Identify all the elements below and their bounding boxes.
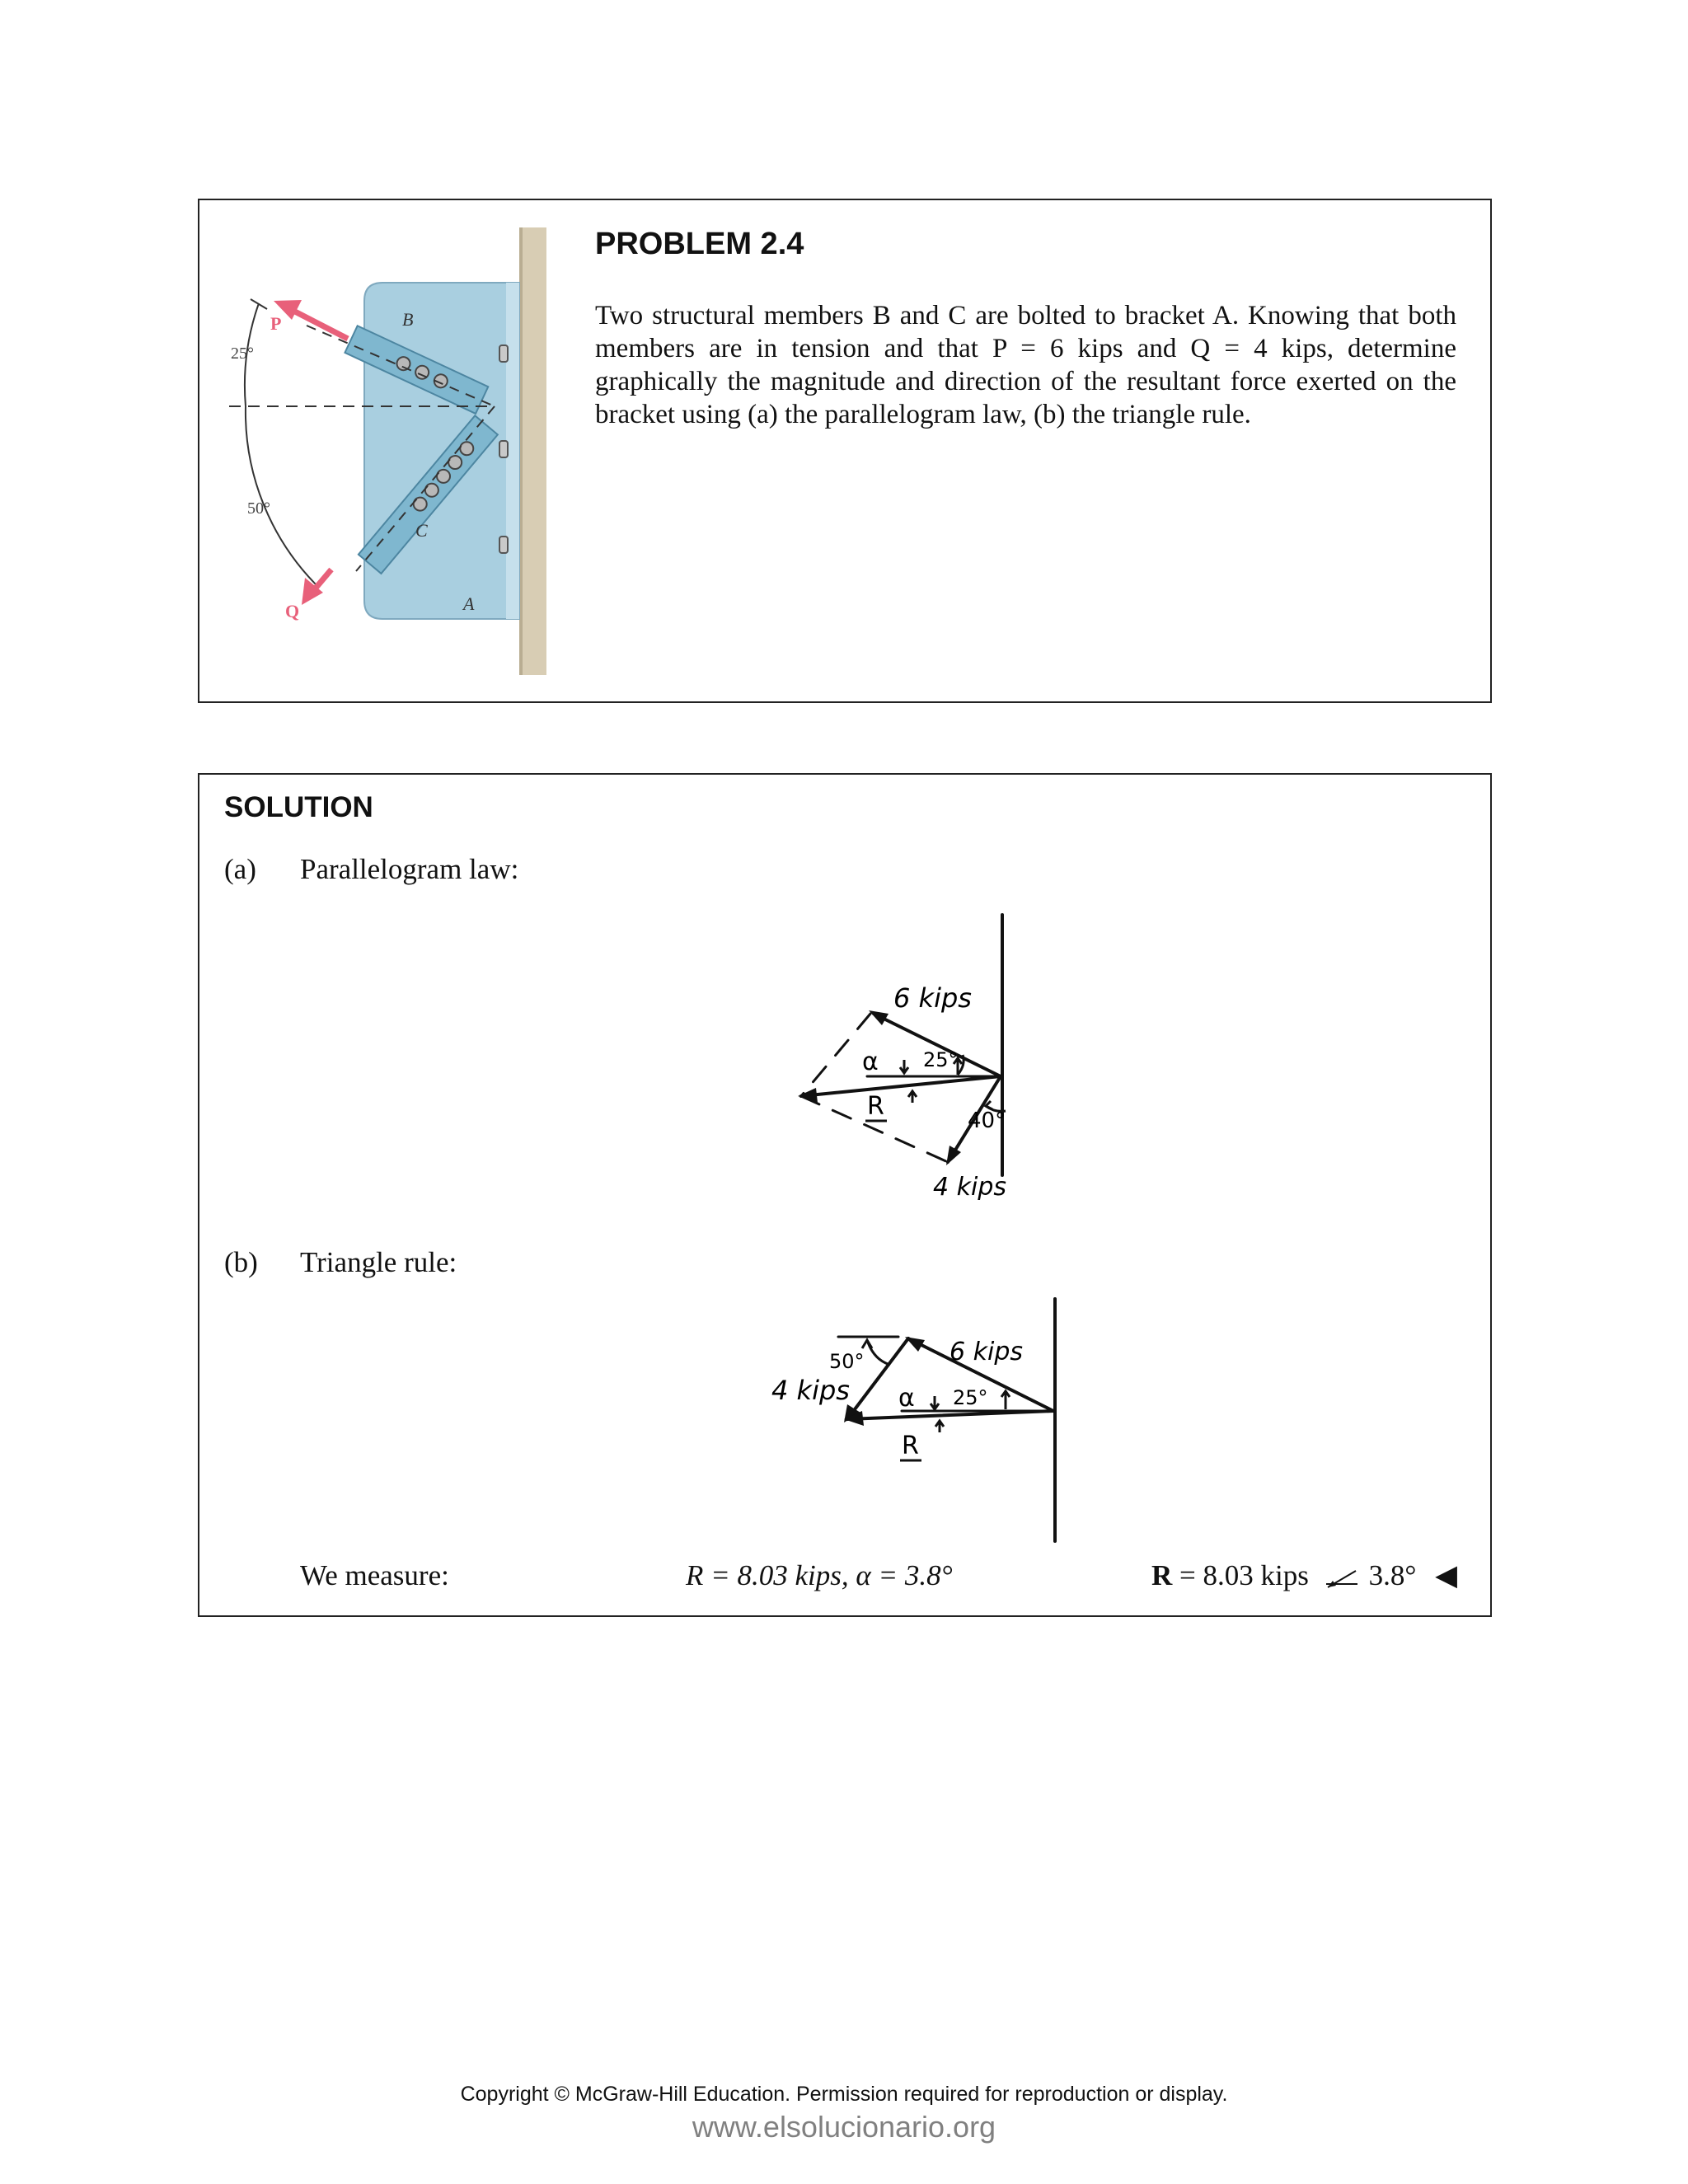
part-a-tag: (a) [224, 853, 256, 885]
part-a-label: Parallelogram law: [300, 853, 519, 885]
label-40deg: 40° [968, 1108, 1006, 1133]
label-4kips: 4 kips [771, 1375, 850, 1406]
angle-25-label: 25° [231, 344, 254, 363]
label-q: Q [285, 601, 300, 621]
direction-icon [1323, 1566, 1362, 1591]
label-alpha: α [862, 1047, 879, 1076]
final-answer [1151, 1559, 1457, 1592]
angle-50-label: 50° [247, 499, 270, 518]
part-b-tag: (b) [224, 1246, 258, 1278]
wall-bolt [499, 441, 508, 457]
label-25deg: 25° [923, 1048, 959, 1071]
measure-values: R = 8.03 kips, α = 3.8° [686, 1559, 953, 1591]
problem-box [198, 199, 1492, 703]
wall-bolt [499, 537, 508, 553]
footer-copyright: Copyright © McGraw-Hill Education. Permission required for reproduction or display. [460, 2083, 1228, 2106]
label-c: C [415, 520, 428, 541]
solution-title: SOLUTION [224, 791, 373, 823]
bracket-figure [199, 200, 587, 695]
label-r: R [902, 1432, 919, 1460]
answer-symbol: R [1151, 1559, 1173, 1591]
label-50deg: 50° [829, 1350, 865, 1373]
problem-title: PROBLEM 2.4 [595, 227, 804, 261]
parallelogram-diagram [661, 890, 1090, 1220]
resultant-r [801, 1076, 1001, 1096]
problem-statement: Two structural members B and C are bolted to bracket A. Knowing that both members are in tension and that P = 6 kips and Q = 4 kips, determine graphically the magnitude and direction of the resultant force exerted on the bracket using (a) the parallelogram law, (b) the triangle rule. [595, 301, 1456, 429]
wall [522, 227, 546, 675]
label-p: P [270, 313, 282, 334]
wall-bolt [499, 345, 508, 362]
answer-angle: 3.8° [1368, 1559, 1417, 1591]
label-r: R [867, 1092, 884, 1121]
label-b: B [402, 309, 414, 330]
label-25deg: 25° [953, 1386, 988, 1409]
label-6kips: 6 kips [893, 982, 972, 1014]
force-p-arrow [290, 309, 348, 339]
label-4kips: 4 kips [933, 1173, 1007, 1202]
label-a: A [463, 593, 475, 614]
dashed-side [801, 1014, 870, 1096]
answer-text: = 8.03 kips [1172, 1559, 1309, 1591]
label-alpha: α [898, 1384, 915, 1413]
bracket-plate [364, 283, 519, 619]
footer-url[interactable]: www.elsolucionario.org [692, 2110, 996, 2144]
measure-label: We measure: [300, 1559, 449, 1591]
solution-box [198, 773, 1492, 1617]
triangle-diagram [612, 1294, 1139, 1558]
answer-marker-icon: ◀ [1435, 1559, 1458, 1591]
label-6kips: 6 kips [950, 1338, 1024, 1366]
part-b-label: Triangle rule: [300, 1246, 457, 1278]
